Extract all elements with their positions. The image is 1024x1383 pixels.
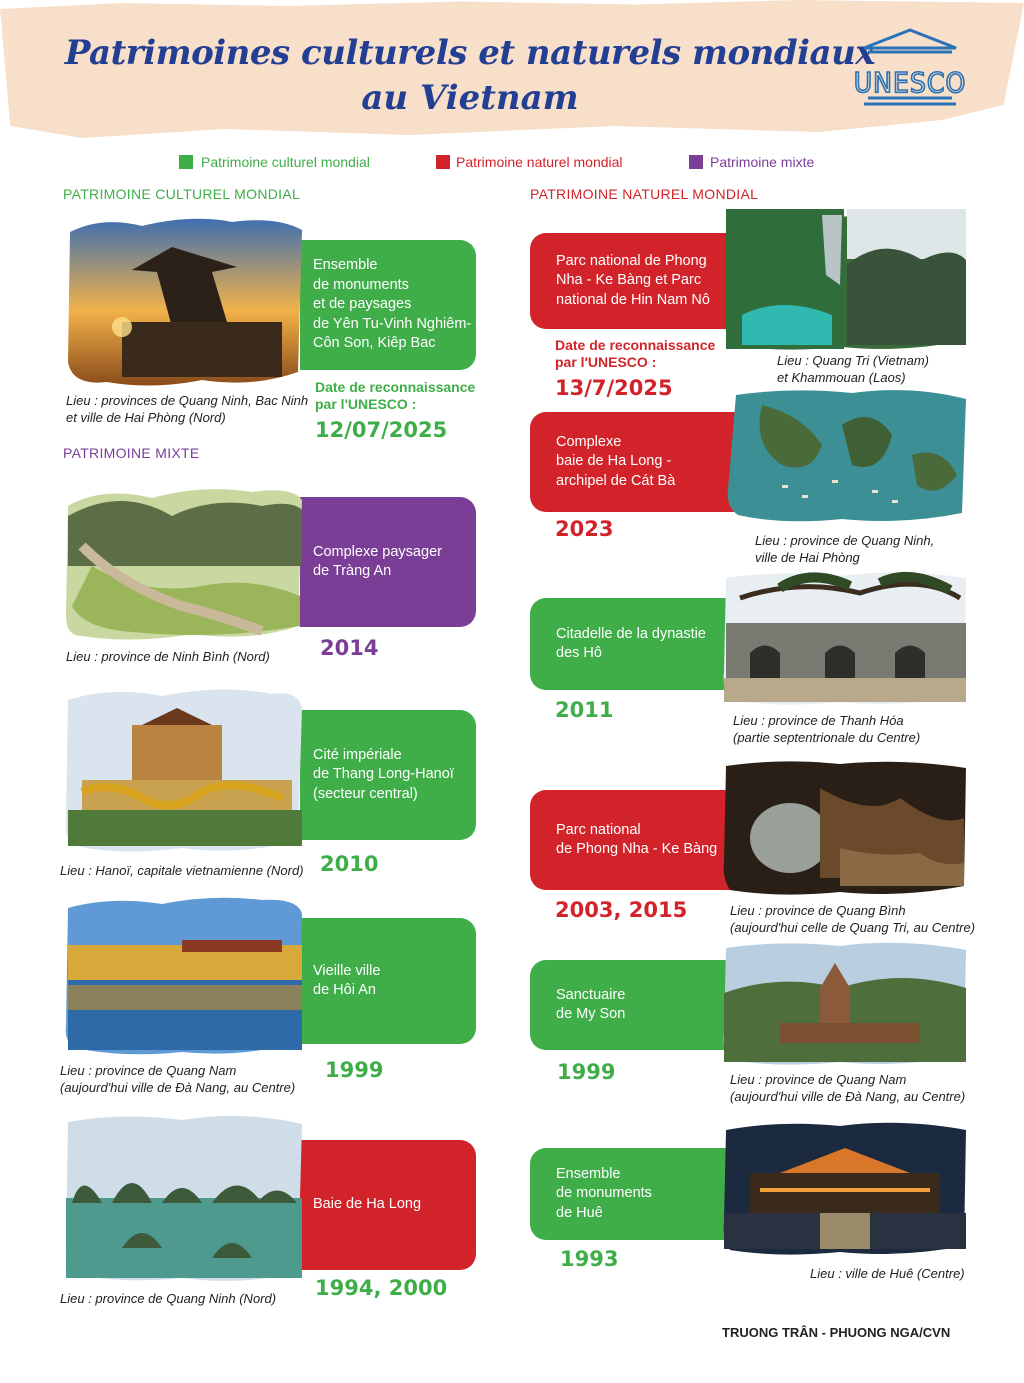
location-phong-nha-ke-bang: Lieu : province de Quang Bình (aujourd'hui celle de Quang Tri, au Centre) [730, 903, 976, 935]
card-trang-an: Complexe paysager de Tràng An [300, 497, 476, 627]
location-thang-long: Lieu : Hanoï, capitale vietnamienne (Nord) [60, 863, 304, 878]
section-title-cultural: PATRIMOINE CULTUREL MONDIAL [63, 186, 301, 202]
unesco-logo [853, 28, 967, 112]
photo-hue [720, 1118, 970, 1258]
year-my-son: 1999 [557, 1060, 616, 1084]
year-hue: 1993 [560, 1247, 619, 1271]
year-citadelle-ho: 2011 [555, 698, 614, 722]
location-ha-long: Lieu : province de Quang Ninh (Nord) [60, 1291, 277, 1306]
photo-yen-tu [62, 212, 307, 390]
photo-phong-nha-ke-bang [720, 758, 970, 898]
location-hue: Lieu : ville de Huê (Centre) [810, 1266, 965, 1281]
photo-hoi-an [62, 890, 307, 1060]
year-trang-an: 2014 [320, 636, 379, 660]
legend-label-cultural: Patrimoine culturel mondial [201, 154, 370, 170]
location-ha-long-cat-ba: Lieu : province de Quang Ninh, ville de Hai Phòng [755, 533, 935, 565]
photo-ha-long-cat-ba [722, 385, 970, 525]
card-thang-long: Cité impériale de Thang Long-Hanoï (secteur central) [300, 710, 476, 840]
location-hoi-an: Lieu : province de Quang Nam (aujourd'hui ville de Ðà Nang, au Centre) [60, 1063, 296, 1095]
year-yen-tu: 12/07/2025 [315, 418, 448, 442]
legend-swatch-cultural [179, 155, 193, 169]
photo-phong-nha-hin-nam-no [722, 205, 970, 353]
card-my-son: Sanctuaire de My Son [530, 960, 755, 1050]
card-citadelle-ho: Citadelle de la dynastie des Hô [530, 598, 755, 690]
year-phong-nha-hin-nam-no: 13/7/2025 [555, 376, 673, 400]
card-hoi-an: Vieille ville de Hôi An [300, 918, 476, 1044]
location-phong-nha-hin-nam-no: Lieu : Quang Tri (Vietnam) et Khammouan (Laos) [777, 353, 929, 385]
photo-citadelle-ho [720, 568, 970, 708]
page-title-line-1: Patrimoines culturels et naturels mondiaux [64, 33, 876, 73]
legend-swatch-natural [436, 155, 450, 169]
legend-swatch-mixed [689, 155, 703, 169]
legend-label-mixed: Patrimoine mixte [710, 154, 815, 170]
legend-label-natural: Patrimoine naturel mondial [456, 154, 623, 170]
credit: TRUONG TRÂN - PHUONG NGA/CVN [722, 1325, 951, 1340]
location-my-son: Lieu : province de Quang Nam (aujourd'hui ville de Ðà Nang, au Centre) [730, 1072, 966, 1104]
year-ha-long: 1994, 2000 [315, 1276, 448, 1300]
page-title-line-2: au Vietnam [361, 78, 579, 118]
location-trang-an: Lieu : province de Ninh Bình (Nord) [66, 649, 270, 664]
photo-ha-long [62, 1108, 307, 1286]
date-label-yen-tu: Date de reconnaissance par l'UNESCO : [315, 379, 476, 412]
svg-text:UNESCO: UNESCO [853, 66, 967, 99]
card-phong-nha-hin-nam-no: Parc national de Phong Nha - Ke Bàng et Parc national de Hin Nam Nô [530, 233, 755, 329]
year-ha-long-cat-ba: 2023 [555, 517, 614, 541]
card-phong-nha-ke-bang: Parc national de Phong Nha - Ke Bàng [530, 790, 755, 890]
section-title-natural: PATRIMOINE NATUREL MONDIAL [530, 186, 759, 202]
photo-thang-long [62, 680, 307, 858]
section-title-mixed: PATRIMOINE MIXTE [63, 445, 200, 461]
year-phong-nha-ke-bang: 2003, 2015 [555, 898, 688, 922]
card-hue: Ensemble de monuments de Huê [530, 1148, 755, 1240]
location-yen-tu: Lieu : provinces de Quang Ninh, Bac Ninh et ville de Hai Phòng (Nord) [66, 393, 309, 425]
card-ha-long-cat-ba: Complexe baie de Ha Long - archipel de Cát Bà [530, 412, 755, 512]
year-thang-long: 2010 [320, 852, 379, 876]
year-hoi-an: 1999 [325, 1058, 384, 1082]
card-ha-long: Baie de Ha Long [300, 1140, 476, 1270]
location-citadelle-ho: Lieu : province de Thanh Hóa (partie septentrionale du Centre) [733, 713, 921, 745]
card-yen-tu: Ensemble de monuments et de paysages de Yên Tu-Vinh Nghiêm- Côn Son, Kiêp Bac [300, 240, 476, 370]
photo-my-son [720, 938, 970, 1068]
date-label-phong-nha-hin-nam-no: Date de reconnaissance par l'UNESCO : [555, 337, 716, 370]
photo-trang-an [62, 476, 307, 646]
